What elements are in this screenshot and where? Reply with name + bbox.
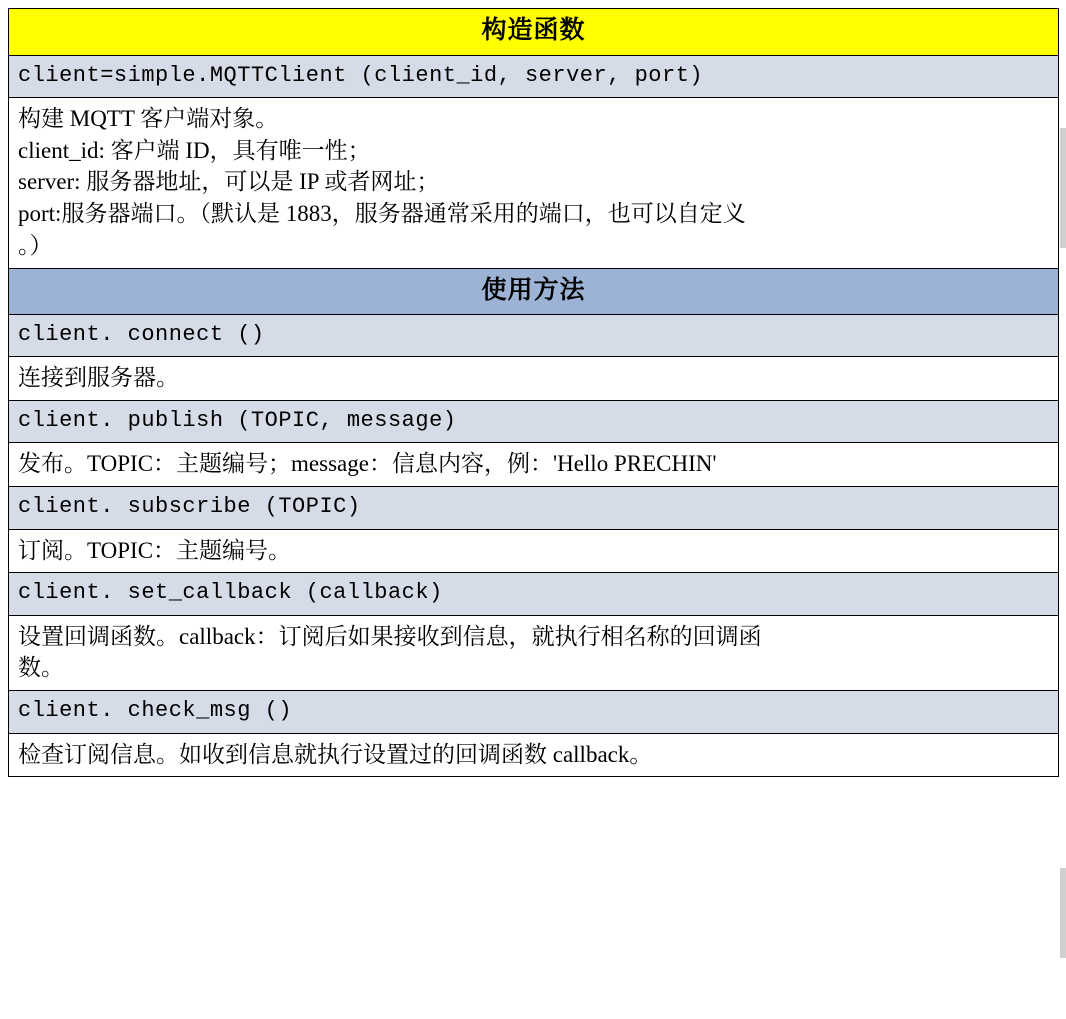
page-edge-artifact-top [1060,128,1066,248]
description-mqttclient [9,97,1059,268]
description-line: 。） [18,232,53,258]
signature-subscribe: client. subscribe (TOPIC) [9,487,1059,529]
description-line: 设置回调函数。callback：订阅后如果接收到信息，就执行相名称的回调函 [18,623,762,649]
table-row-signature [9,691,1059,733]
table-row-description [9,443,1059,487]
table-row-section-header [9,9,1059,56]
description-subscribe [9,529,1059,573]
table-row-signature [9,487,1059,529]
api-reference-table [8,8,1059,777]
page-edge-artifact-bottom [1060,868,1066,958]
table-row-description [9,733,1059,777]
table-row-description [9,357,1059,401]
table-body [9,9,1059,777]
table-row-description [9,529,1059,573]
description-line: 数。 [18,655,64,681]
section-header-constructor: 构造函数 [9,9,1059,56]
description-publish [9,443,1059,487]
section-header-usage: 使用方法 [9,268,1059,315]
description-line: client_id: 客户端 ID，具有唯一性； [18,137,371,163]
description-line: port:服务器端口。（默认是 1883，服务器通常采用的端口，也可以自定义 [18,201,746,227]
signature-set-callback: client. set_callback (callback) [9,573,1059,615]
signature-publish: client. publish (TOPIC, message) [9,401,1059,443]
table-row-description [9,97,1059,268]
table-row-description [9,615,1059,690]
document-page [0,8,1066,1019]
table-row-signature [9,401,1059,443]
table-row-signature [9,55,1059,97]
table-row-section-header [9,268,1059,315]
description-line: 构建 MQTT 客户端对象。 [18,105,279,131]
description-line: 发布。TOPIC：主题编号；message：信息内容，例：'Hello PRECHIN' [18,451,717,477]
table-row-signature [9,315,1059,357]
signature-check-msg: client. check_msg () [9,691,1059,733]
description-set-callback [9,615,1059,690]
description-line: 订阅。TOPIC：主题编号。 [18,537,292,563]
description-line: server: 服务器地址，可以是 IP 或者网址； [18,169,440,195]
signature-mqttclient: client=simple.MQTTClient (client_id, server, port) [9,55,1059,97]
description-line: 检查订阅信息。如收到信息就执行设置过的回调函数 callback。 [18,741,653,767]
description-check-msg [9,733,1059,777]
signature-connect: client. connect () [9,315,1059,357]
description-connect [9,357,1059,401]
table-row-signature [9,573,1059,615]
description-line: 连接到服务器。 [18,365,179,391]
